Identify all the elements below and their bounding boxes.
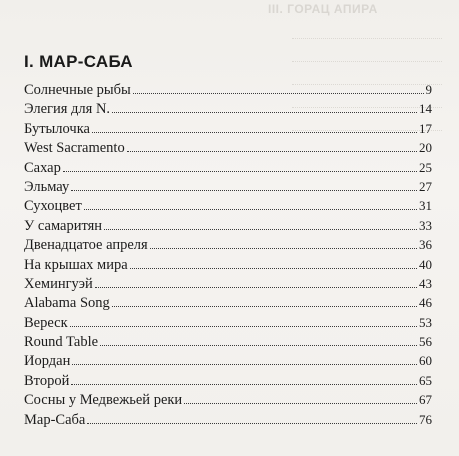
toc-entry-page: 17 [419,120,432,136]
toc-entry-title: Alabama Song [24,295,110,312]
toc-leader-dots [184,402,417,404]
toc-entry-page: 31 [419,198,432,214]
toc-entry [24,313,432,332]
toc-entry-page: 65 [419,372,432,388]
toc-entry [24,351,432,370]
toc-entry [24,371,432,390]
toc-entry-title: На крышах мира [24,256,128,273]
toc-entry [24,158,432,177]
toc-entry [24,80,432,99]
toc-entry-title: Round Table [24,334,99,351]
toc-leader-dots [71,189,417,191]
toc-entry [24,293,432,312]
toc-entry-title: У самаритян [24,217,103,234]
toc-leader-dots [95,286,417,288]
toc-entry-title: Вереск [24,314,68,331]
toc-entry-title: Солнечные рыбы [24,82,131,98]
toc-leader-dots [112,305,417,307]
section-title: I. МАР-САБА [24,52,133,71]
toc-leader-dots [100,344,417,346]
toc-leader-dots [130,267,417,269]
toc-entry-page: 27 [419,178,432,194]
toc-entry-page: 20 [419,140,432,156]
toc-entry-page: 46 [419,295,432,311]
table-of-contents [24,80,432,429]
toc-entry-page: 40 [419,256,432,272]
toc-entry [24,119,432,138]
toc-entry-title: Эльмау [24,178,70,195]
toc-entry-title: Элегия для N. [24,101,111,118]
toc-entry-page: 36 [419,237,432,253]
toc-entry [24,138,432,157]
toc-entry [24,332,432,351]
bleed-through-heading: III. ГОРАЦ АПИРА [268,2,378,16]
toc-entry-title: Иордан [24,353,71,370]
toc-entry [24,99,432,118]
toc-entry-page: 9 [425,82,432,97]
toc-leader-dots [104,228,417,230]
toc-leader-dots [127,150,417,152]
toc-entry-page: 33 [419,217,432,233]
toc-leader-dots [71,383,417,385]
toc-leader-dots [112,111,417,113]
toc-entry [24,390,432,409]
toc-leader-dots [133,92,424,94]
toc-leader-dots [70,325,417,327]
toc-entry-title: Мар-Саба [24,411,86,428]
toc-entry [24,216,432,235]
toc-entry-title: Сахар [24,159,61,176]
toc-entry-page: 60 [419,353,432,369]
toc-entry [24,410,432,429]
toc-entry [24,255,432,274]
toc-leader-dots [84,208,417,210]
toc-entry-page: 43 [419,275,432,291]
toc-entry-page: 25 [419,159,432,175]
toc-entry-title: Сосны у Медвежьей реки [24,392,183,409]
toc-entry-title: Бутылочка [24,120,90,137]
toc-leader-dots [150,247,417,249]
toc-entry [24,235,432,254]
toc-entry-title: Второй [24,372,70,389]
toc-entry-title: Сухоцвет [24,198,82,215]
toc-entry [24,177,432,196]
toc-entry [24,196,432,215]
toc-entry-page: 53 [419,314,432,330]
toc-leader-dots [87,422,417,424]
toc-entry-title: Двенадцатое апреля [24,237,148,254]
toc-leader-dots [63,170,417,172]
toc-entry-page: 14 [419,101,432,117]
toc-leader-dots [72,363,417,365]
toc-entry [24,274,432,293]
toc-entry-page: 56 [419,334,432,350]
toc-entry-page: 76 [419,411,432,427]
toc-entry-title: West Sacramento [24,140,125,157]
toc-entry-title: Хемингуэй [24,275,93,292]
toc-entry-page: 67 [419,392,432,408]
toc-leader-dots [92,131,417,133]
